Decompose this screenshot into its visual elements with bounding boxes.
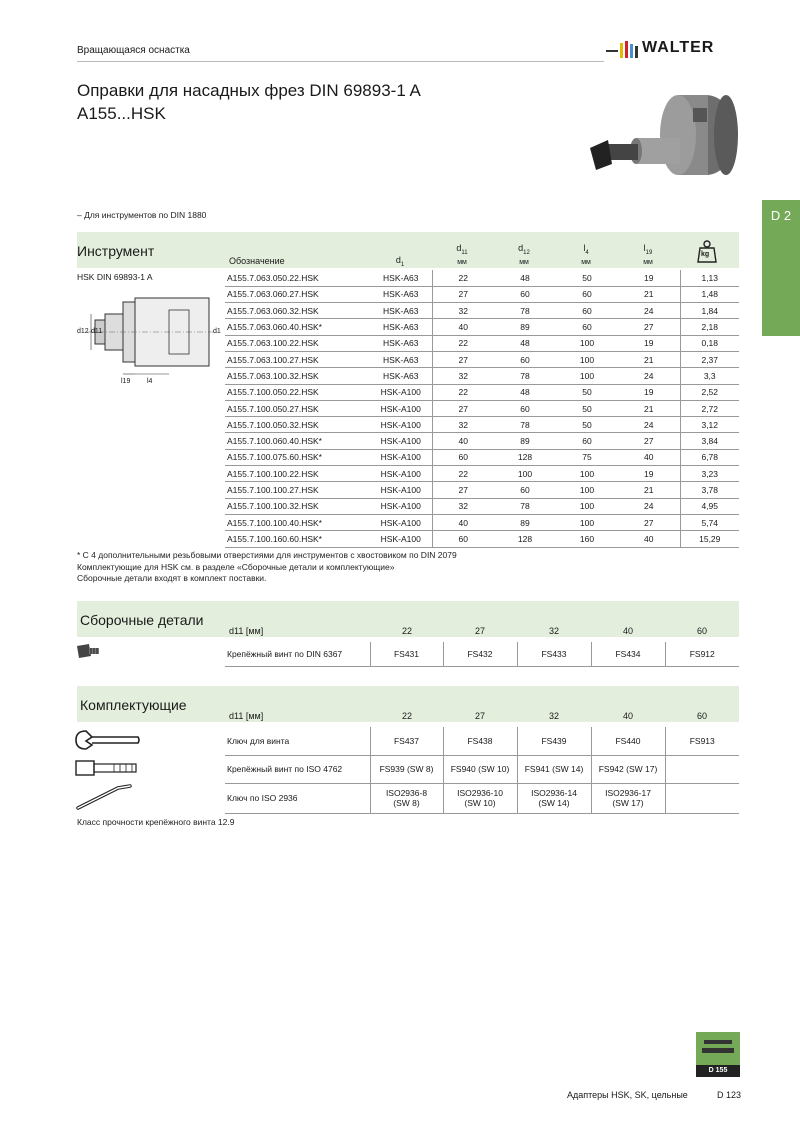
intro-note: – Для инструментов по DIN 1880 <box>77 210 207 220</box>
value-cell: 3,23 <box>680 466 739 482</box>
part-number-cell: FS912 <box>665 642 739 666</box>
part-number-cell: FS942 (SW 17) <box>591 755 665 783</box>
part-number-cell: FS941 (SW 14) <box>517 755 591 783</box>
value-cell: 60 <box>556 303 618 319</box>
value-cell: 4,95 <box>680 498 739 514</box>
part-row <box>225 755 739 783</box>
screw-icon <box>75 642 105 662</box>
instrument-row <box>225 351 739 367</box>
instrument-row <box>225 368 739 384</box>
designation-cell: A155.7.100.100.32.HSK <box>225 498 370 514</box>
instrument-row <box>225 482 739 498</box>
part-number-cell <box>665 755 739 783</box>
accessories-heading: Комплектующие <box>80 697 187 713</box>
footnote-2: Комплектующие для HSK см. в разделе «Сборочные детали и комплектующие» <box>77 561 395 572</box>
value-cell: 1,84 <box>680 303 739 319</box>
value-cell: 19 <box>618 384 680 400</box>
value-cell: HSK-A100 <box>370 531 432 547</box>
value-cell: 128 <box>494 449 556 465</box>
value-cell: 60 <box>432 531 494 547</box>
hex-key-icon <box>74 782 134 812</box>
part-number-cell: ISO2936-8 (SW 8) <box>370 783 443 813</box>
weight-icon-label: kg <box>701 251 710 258</box>
value-cell: 32 <box>432 417 494 433</box>
accessories-table <box>225 727 739 814</box>
size-header: 27 <box>474 711 485 721</box>
diagram-label-d11: d11 <box>91 328 103 335</box>
designation-cell: A155.7.063.100.32.HSK <box>225 368 370 384</box>
instrument-row <box>225 319 739 335</box>
value-cell: 40 <box>432 433 494 449</box>
assembly-param-label: d11 [мм] <box>229 626 264 636</box>
value-cell: 0,18 <box>680 335 739 351</box>
value-cell: 60 <box>494 286 556 302</box>
accessories-table-body <box>225 727 739 813</box>
value-cell: 40 <box>618 531 680 547</box>
value-cell: 78 <box>494 368 556 384</box>
part-number-cell: FS437 <box>370 727 443 755</box>
value-cell: 24 <box>618 498 680 514</box>
value-cell: 5,74 <box>680 514 739 530</box>
value-cell: HSK-A63 <box>370 303 432 319</box>
value-cell: 32 <box>432 303 494 319</box>
part-number-cell: FS440 <box>591 727 665 755</box>
value-cell: HSK-A100 <box>370 400 432 416</box>
value-cell: HSK-A63 <box>370 286 432 302</box>
footnotes <box>77 550 457 585</box>
value-cell: 100 <box>556 514 618 530</box>
part-number-cell: FS913 <box>665 727 739 755</box>
value-cell: 32 <box>432 368 494 384</box>
value-cell: 27 <box>618 319 680 335</box>
value-cell: 1,48 <box>680 286 739 302</box>
value-cell: 3,12 <box>680 417 739 433</box>
value-cell: 2,18 <box>680 319 739 335</box>
instrument-row <box>225 433 739 449</box>
diagram-label-d12: d12 <box>77 328 89 335</box>
value-cell: 19 <box>618 466 680 482</box>
value-cell: 15,29 <box>680 531 739 547</box>
instrument-row <box>225 514 739 530</box>
value-cell: 60 <box>556 286 618 302</box>
part-label: Крепёжный винт по DIN 6367 <box>225 642 370 666</box>
accessories-note: Класс прочности крепёжного винта 12.9 <box>77 817 235 827</box>
footnote-1: * С 4 дополнительными резьбовыми отверстиями для инструментов с хвостовиком по DIN 2079 <box>77 550 457 560</box>
value-cell: 22 <box>432 335 494 351</box>
part-number-cell: ISO2936-14 (SW 14) <box>517 783 591 813</box>
value-cell: HSK-A100 <box>370 449 432 465</box>
value-cell: 100 <box>556 498 618 514</box>
designation-cell: A155.7.100.060.40.HSK* <box>225 433 370 449</box>
value-cell: HSK-A100 <box>370 384 432 400</box>
value-cell: HSK-A63 <box>370 335 432 351</box>
value-cell: 60 <box>556 319 618 335</box>
value-cell: 21 <box>618 400 680 416</box>
value-cell: 22 <box>432 384 494 400</box>
size-header: 22 <box>401 711 412 721</box>
col-l19-header: $l_{19}$ мм <box>643 243 653 266</box>
value-cell: 27 <box>432 351 494 367</box>
value-cell: 27 <box>432 286 494 302</box>
designation-cell: A155.7.100.100.27.HSK <box>225 482 370 498</box>
value-cell: 21 <box>618 286 680 302</box>
part-number-cell <box>665 783 739 813</box>
value-cell: HSK-A63 <box>370 319 432 335</box>
size-header: 60 <box>696 711 707 721</box>
value-cell: 48 <box>494 384 556 400</box>
designation-cell: A155.7.100.075.60.HSK* <box>225 449 370 465</box>
designation-cell: A155.7.063.060.40.HSK* <box>225 319 370 335</box>
value-cell: 3,3 <box>680 368 739 384</box>
value-cell: 24 <box>618 417 680 433</box>
value-cell: HSK-A100 <box>370 498 432 514</box>
part-number-cell: ISO2936-17 (SW 17) <box>591 783 665 813</box>
value-cell: 32 <box>432 498 494 514</box>
value-cell: 50 <box>556 270 618 286</box>
value-cell: 75 <box>556 449 618 465</box>
designation-cell: A155.7.100.050.22.HSK <box>225 384 370 400</box>
value-cell: 27 <box>432 400 494 416</box>
designation-cell: A155.7.100.050.32.HSK <box>225 417 370 433</box>
value-cell: 48 <box>494 335 556 351</box>
value-cell: 2,52 <box>680 384 739 400</box>
footer-page: D 123 <box>717 1090 742 1100</box>
value-cell: 50 <box>556 417 618 433</box>
product-image <box>588 80 748 195</box>
footnote-3: Сборочные детали входят в комплект поставки. <box>77 573 267 583</box>
page-ref-label: D 155 <box>696 1065 740 1077</box>
size-header: 27 <box>474 626 485 636</box>
value-cell: 60 <box>494 482 556 498</box>
size-header: 40 <box>622 711 633 721</box>
value-cell: 100 <box>556 466 618 482</box>
page-title <box>77 79 421 125</box>
value-cell: 40 <box>432 514 494 530</box>
value-cell: 24 <box>618 368 680 384</box>
value-cell: 2,72 <box>680 400 739 416</box>
col-designation-header: Обозначение <box>229 256 285 266</box>
part-number-cell: ISO2936-10 (SW 10) <box>443 783 517 813</box>
instrument-heading: Инструмент <box>77 243 155 259</box>
designation-cell: A155.7.063.050.22.HSK <box>225 270 370 286</box>
designation-cell: A155.7.063.060.32.HSK <box>225 303 370 319</box>
assembly-table <box>225 642 739 667</box>
designation-cell: A155.7.100.160.60.HSK* <box>225 531 370 547</box>
value-cell: 27 <box>618 514 680 530</box>
size-header: 32 <box>548 626 559 636</box>
value-cell: 128 <box>494 531 556 547</box>
part-label: Ключ по ISO 2936 <box>225 783 370 813</box>
value-cell: 22 <box>432 270 494 286</box>
title-line-1: Оправки для насадных фрез DIN 69893-1 A <box>77 81 421 100</box>
value-cell: 24 <box>618 303 680 319</box>
value-cell: 89 <box>494 319 556 335</box>
value-cell: 21 <box>618 351 680 367</box>
bolt-icon <box>74 759 140 777</box>
wrench-icon <box>74 729 142 751</box>
part-row <box>225 783 739 813</box>
value-cell: 40 <box>432 319 494 335</box>
instrument-row <box>225 335 739 351</box>
designation-cell: A155.7.063.060.27.HSK <box>225 286 370 302</box>
value-cell: HSK-A100 <box>370 466 432 482</box>
walter-logo <box>606 38 744 62</box>
col-l4-header: $l_4$ мм <box>581 243 591 266</box>
adapter-icon <box>696 1032 740 1060</box>
designation-cell: A155.7.100.100.40.HSK* <box>225 514 370 530</box>
size-header: 60 <box>696 626 707 636</box>
instrument-row <box>225 531 739 547</box>
value-cell: HSK-A100 <box>370 514 432 530</box>
value-cell: 3,84 <box>680 433 739 449</box>
designation-cell: A155.7.063.100.27.HSK <box>225 351 370 367</box>
value-cell: 27 <box>618 433 680 449</box>
value-cell: 100 <box>556 335 618 351</box>
size-header: 22 <box>401 626 412 636</box>
value-cell: 21 <box>618 482 680 498</box>
value-cell: 19 <box>618 335 680 351</box>
value-cell: HSK-A100 <box>370 433 432 449</box>
instrument-diagram <box>77 290 222 390</box>
part-label: Ключ для винта <box>225 727 370 755</box>
value-cell: 100 <box>556 482 618 498</box>
value-cell: 60 <box>556 433 618 449</box>
part-label: Крепёжный винт по ISO 4762 <box>225 755 370 783</box>
value-cell: 50 <box>556 384 618 400</box>
instrument-row <box>225 449 739 465</box>
part-number-cell: FS431 <box>370 642 443 666</box>
value-cell: 100 <box>556 368 618 384</box>
part-row <box>225 642 739 666</box>
value-cell: 19 <box>618 270 680 286</box>
instrument-row <box>225 466 739 482</box>
value-cell: 48 <box>494 270 556 286</box>
value-cell: 60 <box>494 351 556 367</box>
instrument-table <box>225 270 739 548</box>
assembly-heading: Сборочные детали <box>80 612 204 628</box>
title-line-2: A155...HSK <box>77 104 166 123</box>
value-cell: 2,37 <box>680 351 739 367</box>
col-d1-header: $d_1$ <box>395 255 405 268</box>
brand-name: WALTER <box>642 39 715 56</box>
diagram-label-l4: l4 <box>147 378 153 385</box>
page-ref-box[interactable] <box>696 1032 740 1072</box>
instrument-standard: HSK DIN 69893-1 A <box>77 272 153 282</box>
designation-cell: A155.7.100.100.22.HSK <box>225 466 370 482</box>
assembly-table-body <box>225 642 739 666</box>
section-header: Вращающаяся оснастка <box>77 45 190 56</box>
part-number-cell: FS432 <box>443 642 517 666</box>
footer-text: Адаптеры HSK, SK, цельные <box>567 1090 688 1100</box>
value-cell: 89 <box>494 514 556 530</box>
part-number-cell: FS434 <box>591 642 665 666</box>
value-cell: 78 <box>494 417 556 433</box>
value-cell: 50 <box>556 400 618 416</box>
value-cell: 1,13 <box>680 270 739 286</box>
part-row <box>225 727 739 755</box>
value-cell: 60 <box>432 449 494 465</box>
value-cell: 27 <box>432 482 494 498</box>
col-d11-header: $d_{11}$ мм <box>456 243 468 266</box>
value-cell: 89 <box>494 433 556 449</box>
value-cell: 78 <box>494 498 556 514</box>
value-cell: 3,78 <box>680 482 739 498</box>
value-cell: HSK-A63 <box>370 351 432 367</box>
part-number-cell: FS438 <box>443 727 517 755</box>
col-d12-header: $d_{12}$ мм <box>518 243 530 266</box>
value-cell: 22 <box>432 466 494 482</box>
value-cell: 40 <box>618 449 680 465</box>
part-number-cell: FS940 (SW 10) <box>443 755 517 783</box>
size-header: 32 <box>548 711 559 721</box>
instrument-table-body <box>225 270 739 547</box>
instrument-row <box>225 417 739 433</box>
instrument-row <box>225 270 739 286</box>
size-header: 40 <box>622 626 633 636</box>
instrument-row <box>225 498 739 514</box>
header-divider <box>77 61 604 62</box>
value-cell: 160 <box>556 531 618 547</box>
value-cell: 6,78 <box>680 449 739 465</box>
part-number-cell: FS439 <box>517 727 591 755</box>
accessories-param-label: d11 [мм] <box>229 711 264 721</box>
diagram-label-d1: d1 <box>213 328 221 335</box>
designation-cell: A155.7.063.100.22.HSK <box>225 335 370 351</box>
instrument-row <box>225 384 739 400</box>
part-number-cell: FS433 <box>517 642 591 666</box>
designation-cell: A155.7.100.050.27.HSK <box>225 400 370 416</box>
diagram-label-l19: l19 <box>121 378 131 385</box>
value-cell: 78 <box>494 303 556 319</box>
value-cell: 100 <box>494 466 556 482</box>
instrument-row <box>225 286 739 302</box>
weight-icon <box>697 240 717 264</box>
value-cell: HSK-A100 <box>370 482 432 498</box>
value-cell: HSK-A63 <box>370 270 432 286</box>
value-cell: 100 <box>556 351 618 367</box>
value-cell: 60 <box>494 400 556 416</box>
instrument-row <box>225 400 739 416</box>
side-tab-d2[interactable]: D 2 <box>762 200 800 336</box>
value-cell: HSK-A63 <box>370 368 432 384</box>
instrument-row <box>225 303 739 319</box>
value-cell: HSK-A100 <box>370 417 432 433</box>
part-number-cell: FS939 (SW 8) <box>370 755 443 783</box>
